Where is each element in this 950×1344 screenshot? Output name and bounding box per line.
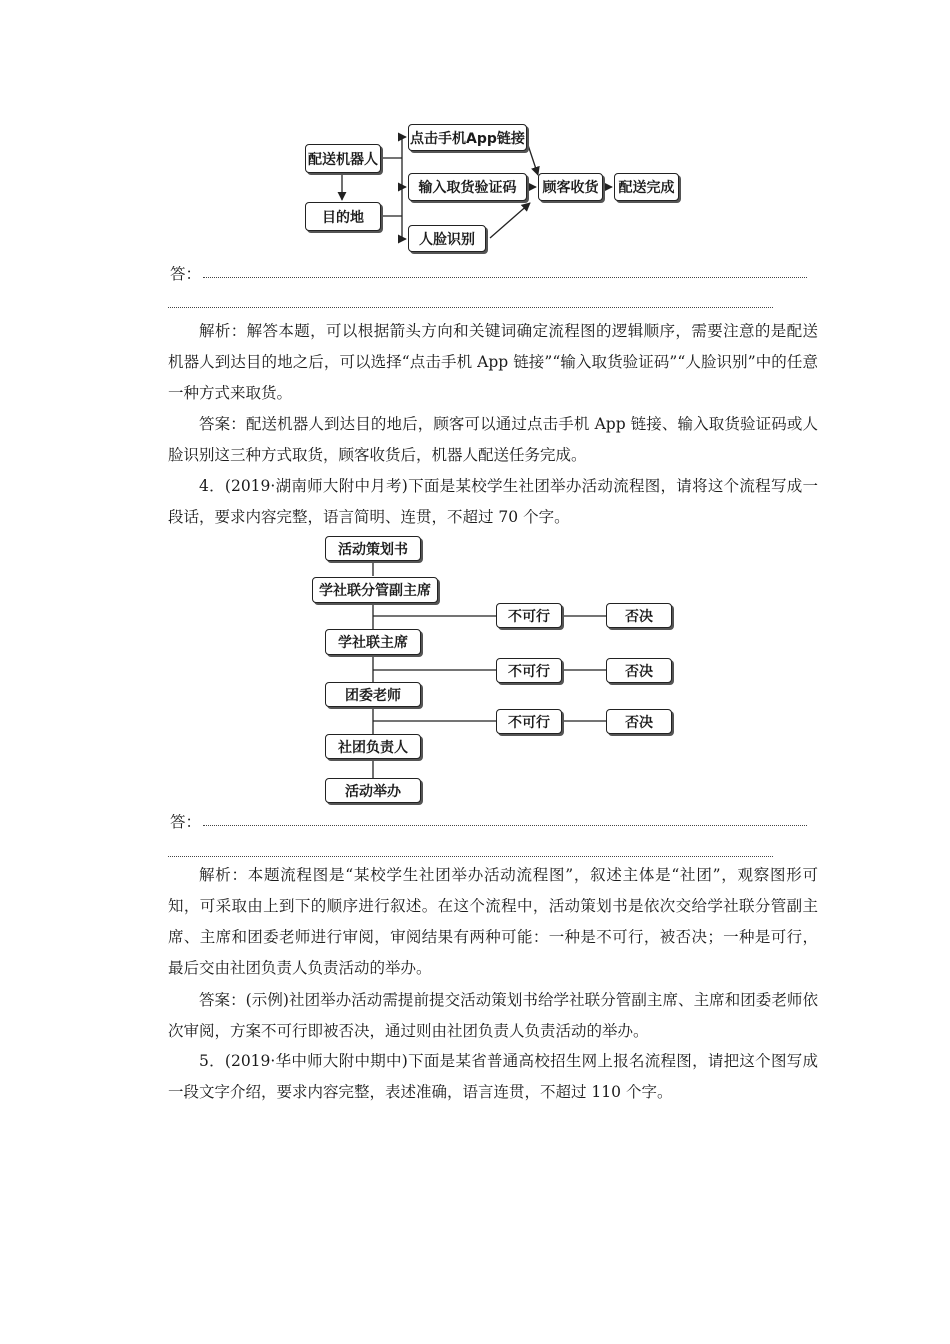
- answer-line-2b[interactable]: [168, 856, 773, 857]
- branch-veto-3: 否决: [606, 709, 672, 734]
- answer-label-1: 答：: [170, 265, 202, 283]
- branch-not-feasible-2: 不可行: [496, 658, 562, 683]
- node-app-link: 点击手机App链接: [408, 124, 527, 151]
- question-4: 4．(2019·湖南师大附中月考)下面是某校学生社团举办活动流程图，请将这个流程写成一段话，要求内容完整，语言简明、连贯，不超过 70 个字。: [168, 477, 818, 526]
- branch-veto-1: 否决: [606, 603, 672, 628]
- analysis-2: 解析：本题流程图是“某校学生社团举办活动流程图”，叙述主体是“社团”，观察图形可知，可采取由上到下的顺序进行叙述。在这个流程中，活动策划书是依次交给学社联分管副主席、主席和团委老师进行审阅，审阅结果有两种可能：一种是不可行，被否决；一种是可行，最后交由社团负责人负责活动的举办。: [168, 866, 818, 977]
- answer-1: 答案：配送机器人到达目的地后，顾客可以通过点击手机 App 链接、输入取货验证码或人脸识别这三种方式取货，顾客收货后，机器人配送任务完成。: [168, 415, 818, 464]
- answer-label-2: 答：: [170, 813, 202, 831]
- node-pickup-code: 输入取货验证码: [408, 173, 527, 201]
- step-club-leader: 社团负责人: [325, 734, 421, 759]
- step-activity-held: 活动举办: [325, 778, 421, 803]
- branch-veto-2: 否决: [606, 658, 672, 683]
- node-delivery-robot: 配送机器人: [305, 144, 381, 173]
- step-league-teacher: 团委老师: [325, 682, 421, 707]
- node-customer-receive: 顾客收货: [538, 173, 603, 201]
- branch-not-feasible-3: 不可行: [496, 709, 562, 734]
- node-destination: 目的地: [305, 202, 381, 231]
- node-delivery-complete: 配送完成: [614, 173, 679, 201]
- analysis-1: 解析：解答本题，可以根据箭头方向和关键词确定流程图的逻辑顺序，需要注意的是配送机器人到达目的地之后，可以选择“点击手机 App 链接”“输入取货验证码”“人脸识别”中的任意一种方式来取货。: [168, 322, 818, 402]
- branch-not-feasible-1: 不可行: [496, 603, 562, 628]
- step-plan: 活动策划书: [325, 536, 421, 561]
- answer-2: 答案：(示例)社团举办活动需提前提交活动策划书给学社联分管副主席、主席和团委老师依次审阅，方案不可行即被否决，通过则由社团负责人负责活动的举办。: [168, 991, 818, 1040]
- step-chair: 学社联主席: [325, 629, 421, 655]
- answer-line-2a[interactable]: [203, 825, 807, 826]
- question-5: 5．(2019·华中师大附中期中)下面是某省普通高校招生网上报名流程图，请把这个图写成一段文字介绍，要求内容完整，表述准确，语言连贯，不超过 110 个字。: [168, 1052, 818, 1101]
- node-face-id: 人脸识别: [408, 225, 486, 252]
- step-vice-chair: 学社联分管副主席: [312, 577, 438, 603]
